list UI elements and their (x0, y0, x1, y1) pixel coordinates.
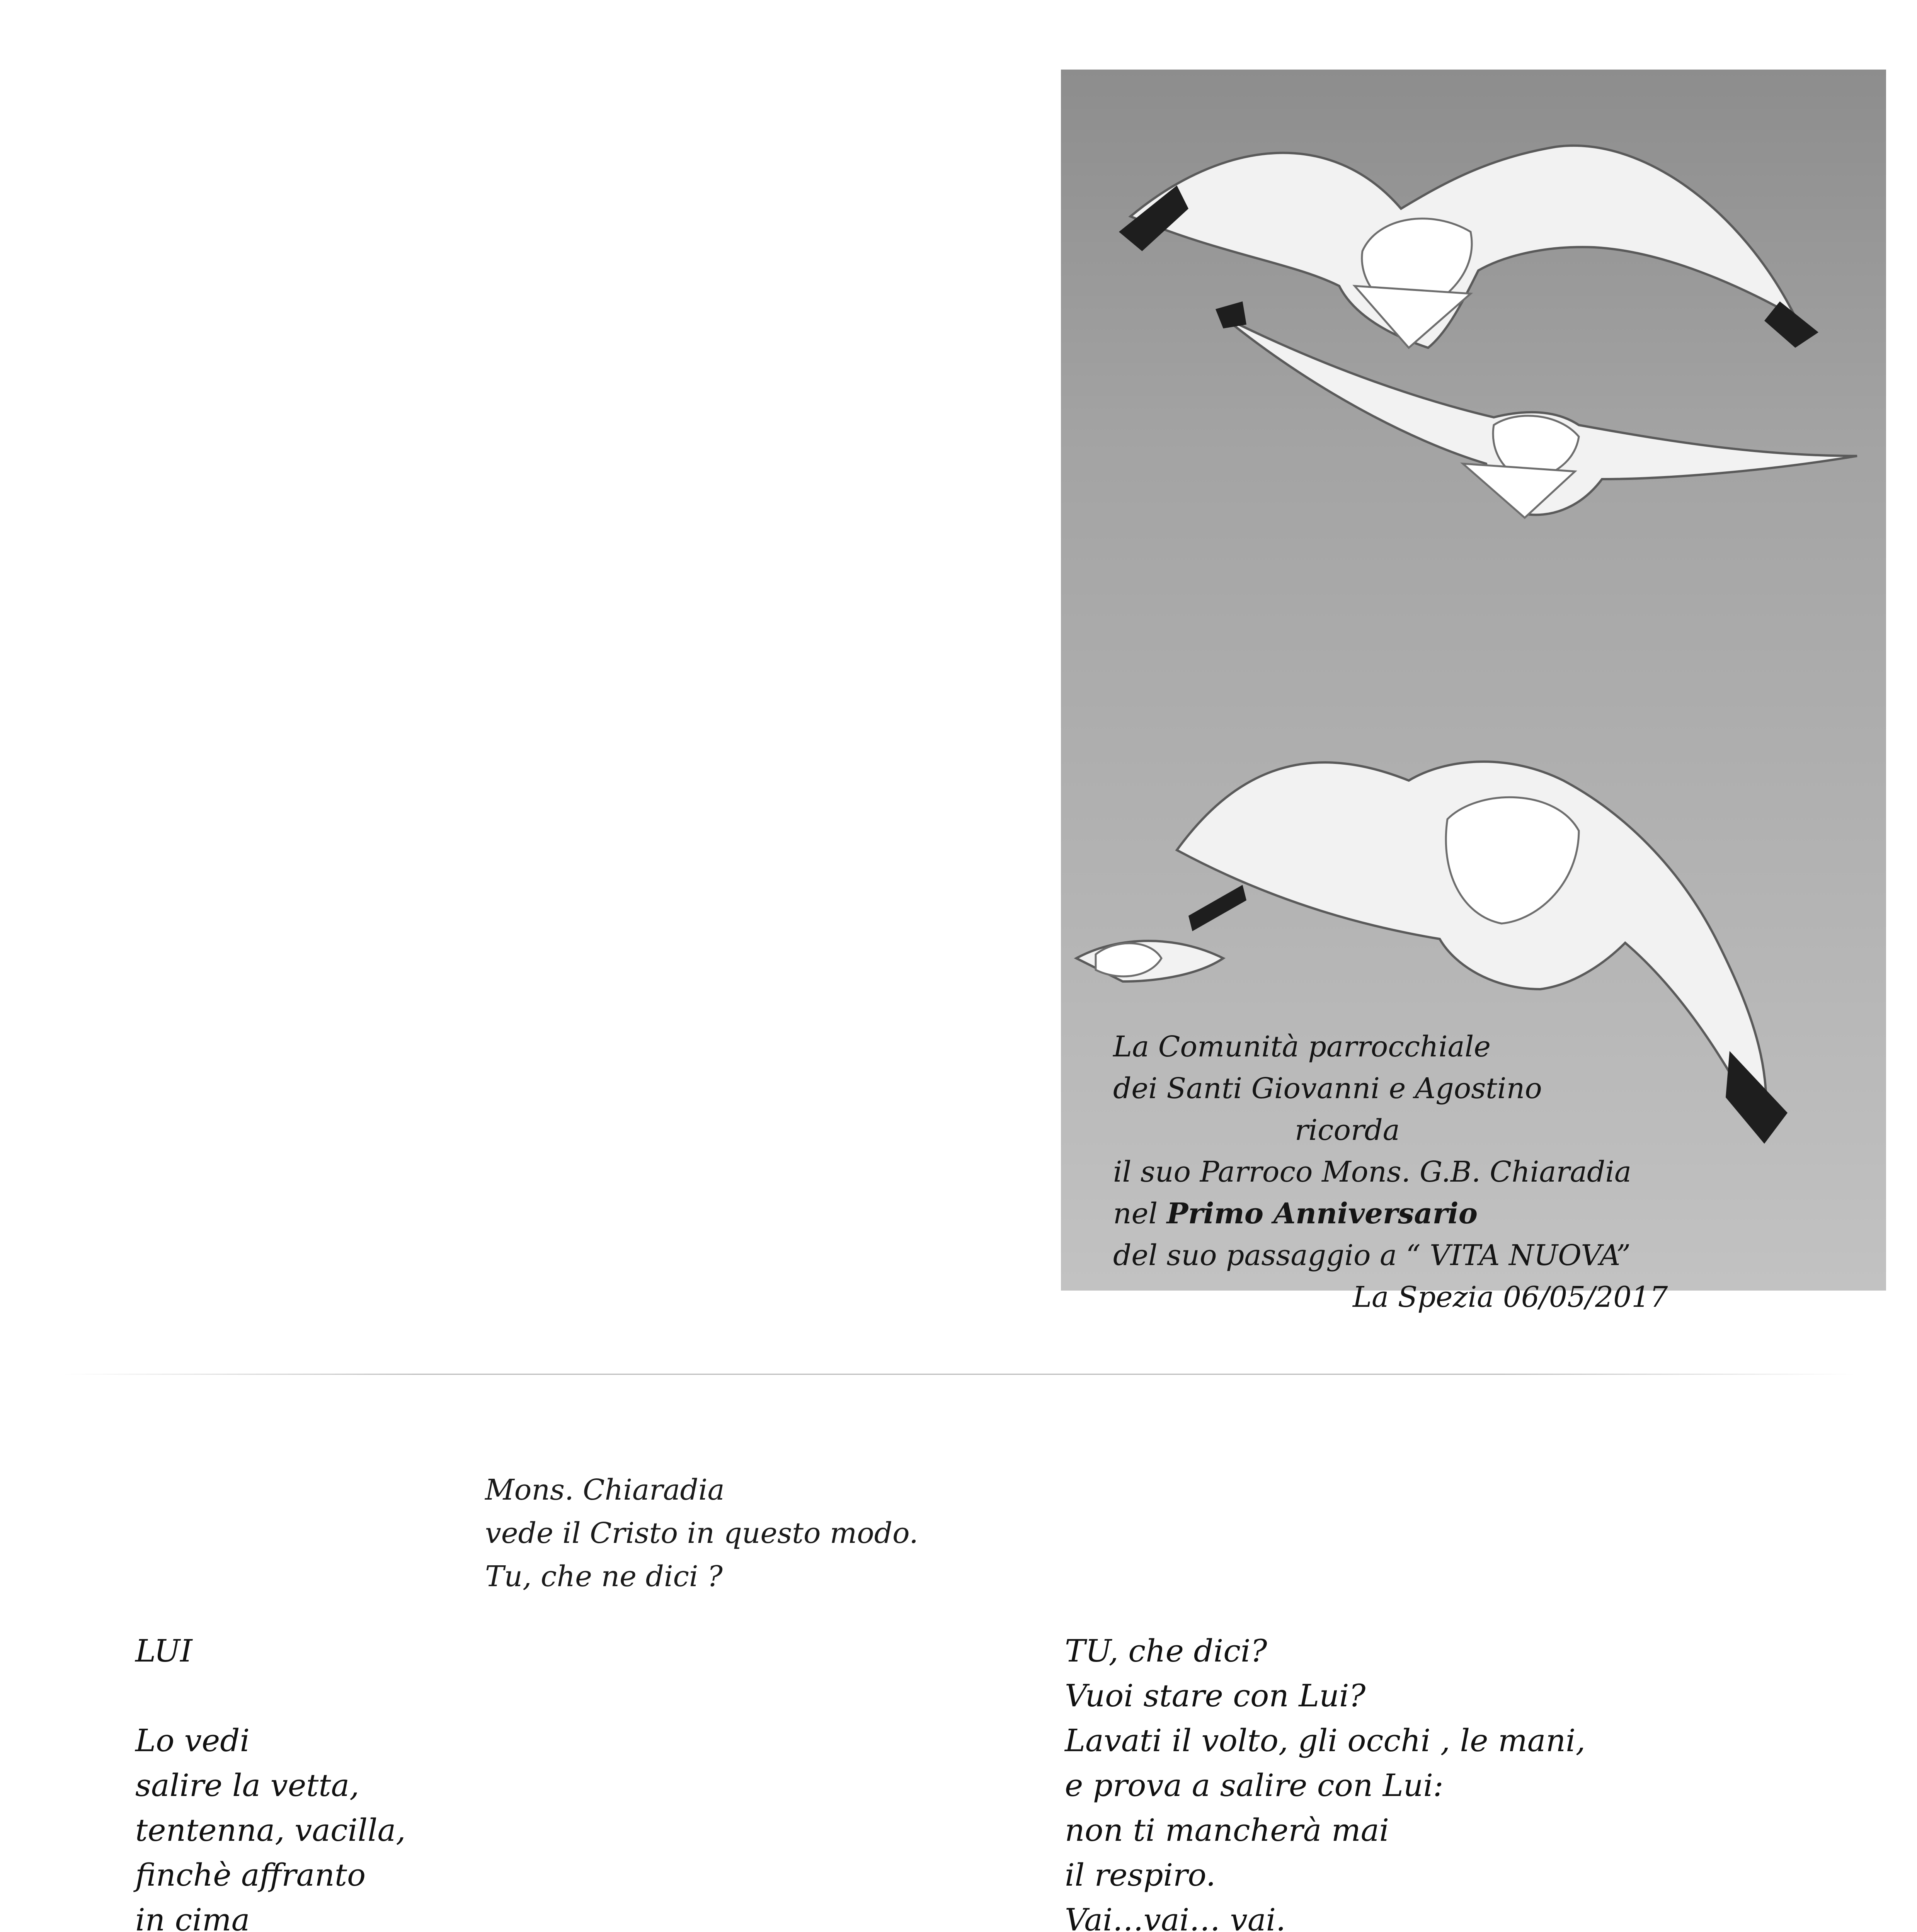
caption-line-5-prefix: nel (1113, 1197, 1167, 1230)
caption-place-date: La Spezia 06/05/2017 (1353, 1281, 1668, 1314)
poem-line: TU, che dici? (1065, 1633, 1267, 1669)
poem-line: non ti mancherà mai (1065, 1812, 1389, 1848)
poem-line: in cima (135, 1902, 250, 1932)
caption-line-4: il suo Parroco Mons. G.B. Chiaradia (1113, 1155, 1632, 1189)
caption-line-5 (1113, 1193, 1847, 1235)
poem-line: Vai…vai… vai. (1065, 1902, 1286, 1932)
caption-line-6: del suo passaggio a “ VITA NUOVA” (1113, 1239, 1631, 1272)
poem-line: tentenna, vacilla, (135, 1812, 406, 1848)
poem-line: il respiro. (1065, 1857, 1216, 1893)
caption-line-3: ricorda (1295, 1114, 1400, 1147)
poem-line: salire la vetta, (135, 1767, 359, 1803)
intro-line-2: vede il Cristo in questo modo. (485, 1517, 918, 1550)
poem-line: Vuoi stare con Lui? (1065, 1678, 1366, 1714)
poem-line: e prova a salire con Lui: (1065, 1767, 1444, 1803)
poem-left-column (135, 1629, 628, 1932)
intro-line-1: Mons. Chiaradia (485, 1473, 725, 1507)
poem-line: Lo vedi (135, 1723, 250, 1759)
poem-line: Lavati il volto, gli occhi , le mani, (1065, 1723, 1586, 1759)
fold-divider (62, 1374, 1855, 1375)
intro-line-3: Tu, che ne dici ? (485, 1560, 723, 1593)
intro-note (485, 1468, 918, 1598)
caption-line-2: dei Santi Giovanni e Agostino (1113, 1072, 1542, 1105)
poem-title: LUI (135, 1633, 192, 1669)
stanza-gap (135, 1673, 628, 1718)
caption-emphasis: Primo Anniversario (1166, 1197, 1478, 1230)
caption-line-1: La Comunità parrocchiale (1113, 1030, 1491, 1063)
poem-right-column (1065, 1629, 1601, 1932)
poem-line: finchè affranto (135, 1857, 366, 1893)
photo-caption (1113, 1026, 1847, 1318)
seagull-middle (1216, 301, 1857, 518)
